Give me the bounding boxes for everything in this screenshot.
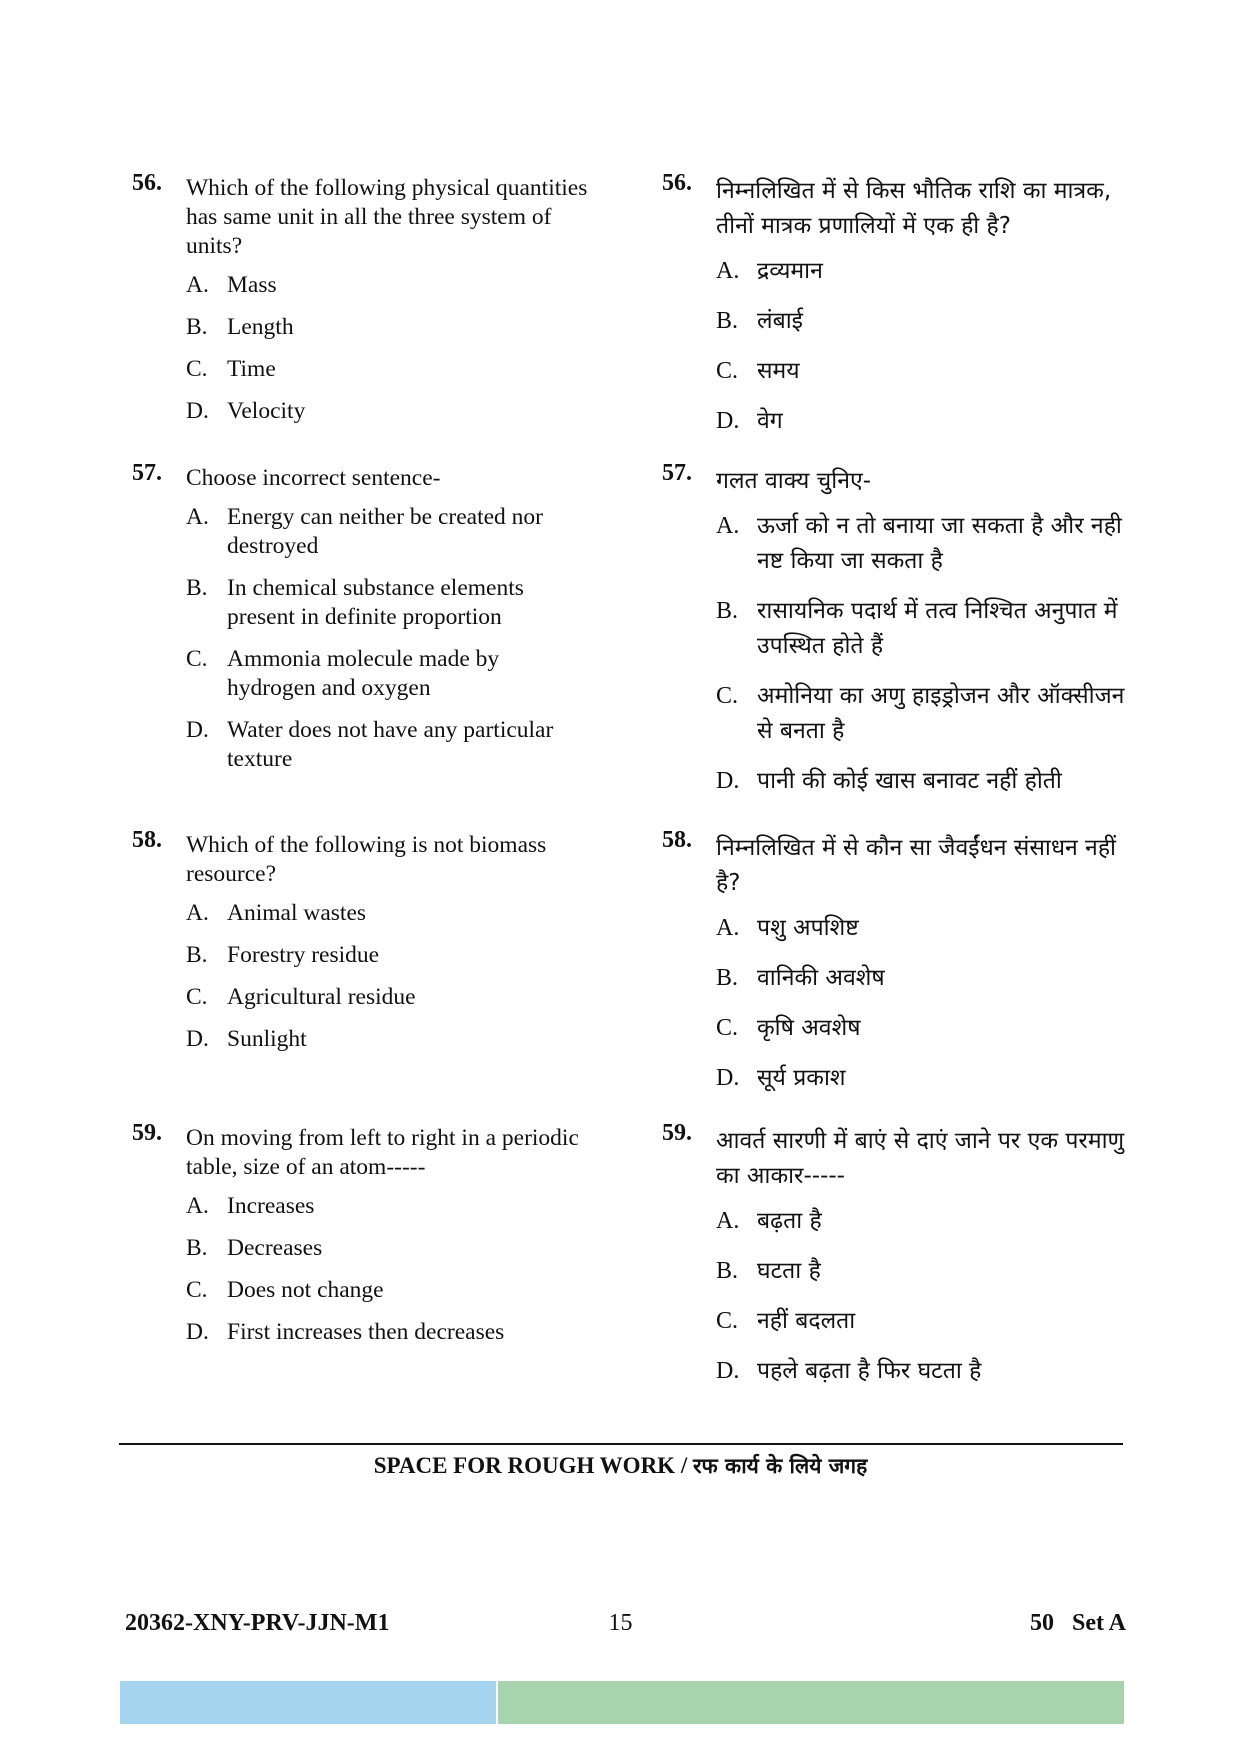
option-text: पानी की कोई खास बनावट नहीं होती	[757, 768, 1062, 794]
option-text: Water does not have any particular texture	[227, 717, 554, 772]
question-text: निम्नलिखित में से किस भौतिक राशि का मात्रक, तीनों मात्रक प्रणालियों में एक ही है?	[716, 178, 1112, 239]
booklet-code: 20362-XNY-PRV-JJN-M1	[125, 1610, 390, 1636]
options-list	[716, 254, 1132, 439]
option-letter: D.	[716, 1358, 740, 1384]
option-a	[716, 911, 1132, 946]
question-57-en	[132, 460, 592, 787]
option-d	[716, 404, 1132, 439]
option-a	[186, 899, 592, 928]
option-d	[186, 397, 592, 426]
options-list	[716, 911, 1132, 1096]
option-b	[186, 1234, 592, 1263]
option-text: In chemical substance elements present in definite proportion	[227, 575, 524, 630]
option-letter: B.	[716, 965, 739, 991]
question-text: गलत वाक्य चुनिए-	[716, 468, 872, 494]
set-label: 50 Set A	[1030, 1610, 1126, 1636]
option-d	[186, 1025, 592, 1054]
options-list	[186, 1192, 592, 1347]
option-text: समय	[757, 358, 800, 384]
rough-work-hindi: रफ कार्य के लिये जगह	[692, 1454, 868, 1478]
option-d	[716, 764, 1132, 799]
option-letter: C.	[716, 1308, 739, 1334]
option-text: ऊर्जा को न तो बनाया जा सकता है और नही नष्ट किया जा सकता है	[757, 513, 1122, 574]
option-b	[186, 313, 592, 342]
option-letter: D.	[716, 1065, 740, 1091]
option-text: बढ़ता है	[757, 1208, 822, 1234]
option-letter: A.	[186, 1193, 209, 1219]
question-text: On moving from left to right in a periodic table, size of an atom-----	[186, 1125, 579, 1180]
option-text: नहीं बदलता	[757, 1308, 856, 1334]
question-number: 56.	[662, 170, 692, 196]
option-text: Increases	[227, 1193, 315, 1219]
option-text: Sunlight	[227, 1026, 307, 1052]
option-c	[186, 355, 592, 384]
option-a	[186, 1192, 592, 1221]
question-56-hi	[662, 170, 1132, 454]
question-56-en	[132, 170, 592, 439]
question-number: 57.	[132, 460, 162, 486]
options-list	[186, 899, 592, 1054]
option-b	[716, 1254, 1132, 1289]
option-text: Mass	[227, 272, 277, 298]
question-57-hi	[662, 460, 1132, 814]
question-number: 57.	[662, 460, 692, 486]
rough-work-heading	[0, 1452, 1241, 1480]
rough-work-english: SPACE FOR ROUGH WORK /	[373, 1453, 688, 1478]
option-a	[716, 1204, 1132, 1239]
option-text: Agricultural residue	[227, 984, 416, 1010]
option-d	[186, 716, 592, 774]
option-letter: D.	[186, 1319, 209, 1345]
option-b	[186, 941, 592, 970]
option-d	[186, 1318, 592, 1347]
option-letter: B.	[186, 1235, 208, 1261]
option-text: Forestry residue	[227, 942, 380, 968]
option-text: Decreases	[227, 1235, 323, 1261]
option-a	[186, 503, 592, 561]
option-c	[716, 679, 1132, 749]
option-letter: C.	[716, 1015, 739, 1041]
option-b	[716, 594, 1132, 664]
option-a	[716, 509, 1132, 579]
option-letter: D.	[716, 768, 740, 794]
option-a	[186, 271, 592, 300]
option-text: द्रव्यमान	[757, 258, 823, 284]
option-letter: C.	[186, 356, 208, 382]
option-c	[186, 1276, 592, 1305]
option-text: First increases then decreases	[227, 1319, 505, 1345]
option-letter: C.	[186, 1277, 208, 1303]
question-text: Choose incorrect sentence-	[186, 465, 441, 491]
option-text: रासायनिक पदार्थ में तत्व निश्चित अनुपात में उपस्थित होते हैं	[757, 598, 1118, 659]
option-letter: B.	[716, 1258, 739, 1284]
question-text: Which of the following physical quantities has same unit in all the three system of units?	[186, 175, 588, 259]
question-text: आवर्त सारणी में बाएं से दाएं जाने पर एक परमाणु का आकार-----	[716, 1128, 1125, 1189]
option-letter: A.	[716, 915, 740, 941]
question-text: Which of the following is not biomass resource?	[186, 832, 547, 887]
option-b	[716, 304, 1132, 339]
option-text: Ammonia molecule made by hydrogen and oxygen	[227, 646, 500, 701]
option-letter: C.	[716, 358, 739, 384]
options-list	[716, 1204, 1132, 1389]
option-letter: A.	[186, 900, 209, 926]
page-number: 15	[608, 1610, 633, 1636]
option-letter: D.	[716, 408, 740, 434]
option-text: पहले बढ़ता है फिर घटता है	[757, 1358, 982, 1384]
option-text: Does not change	[227, 1277, 384, 1303]
option-text: Velocity	[227, 398, 306, 424]
options-list	[186, 271, 592, 426]
option-text: अमोनिया का अणु हाइड्रोजन और ऑक्सीजन से बनता है	[757, 683, 1125, 744]
option-text: वेग	[757, 408, 783, 434]
option-text: कृषि अवशेष	[757, 1015, 861, 1041]
option-b	[186, 574, 592, 632]
option-text: सूर्य प्रकाश	[757, 1065, 846, 1091]
option-letter: C.	[186, 646, 208, 672]
option-text: वानिकी अवशेष	[757, 965, 885, 991]
question-number: 59.	[132, 1120, 162, 1146]
question-number: 59.	[662, 1120, 692, 1146]
question-text: निम्नलिखित में से कौन सा जैवईंधन संसाधन नहीं है?	[716, 835, 1116, 896]
option-c	[716, 1304, 1132, 1339]
option-text: पशु अपशिष्ट	[757, 915, 859, 941]
options-list	[186, 503, 592, 774]
option-letter: A.	[716, 513, 740, 539]
question-number: 58.	[662, 827, 692, 853]
option-letter: A.	[186, 272, 209, 298]
question-number: 56.	[132, 170, 162, 196]
option-letter: B.	[186, 314, 208, 340]
option-d	[716, 1061, 1132, 1096]
option-letter: B.	[716, 598, 739, 624]
question-number: 58.	[132, 827, 162, 853]
option-text: Length	[227, 314, 294, 340]
option-text: Energy can neither be created nor destroyed	[227, 504, 543, 559]
question-59-hi	[662, 1120, 1132, 1404]
option-text: Time	[227, 356, 276, 382]
option-letter: D.	[186, 1026, 209, 1052]
option-c	[186, 645, 592, 703]
footer-color-bar-green	[498, 1681, 1124, 1724]
horizontal-divider	[119, 1443, 1123, 1445]
option-a	[716, 254, 1132, 289]
option-letter: A.	[716, 1208, 740, 1234]
option-c	[716, 1011, 1132, 1046]
option-text: Animal wastes	[227, 900, 367, 926]
option-d	[716, 1354, 1132, 1389]
option-letter: B.	[716, 308, 739, 334]
option-letter: D.	[186, 717, 209, 743]
question-58-hi	[662, 827, 1132, 1111]
option-text: लंबाई	[757, 308, 803, 334]
option-letter: C.	[716, 683, 739, 709]
option-letter: A.	[186, 504, 209, 530]
option-c	[186, 983, 592, 1012]
option-letter: B.	[186, 575, 208, 601]
option-letter: D.	[186, 398, 209, 424]
option-c	[716, 354, 1132, 389]
options-list	[716, 509, 1132, 799]
option-letter: B.	[186, 942, 208, 968]
option-letter: A.	[716, 258, 740, 284]
option-text: घटता है	[757, 1258, 821, 1284]
footer-color-bar-blue	[120, 1681, 496, 1724]
question-59-en	[132, 1120, 592, 1360]
option-b	[716, 961, 1132, 996]
option-letter: C.	[186, 984, 208, 1010]
question-58-en	[132, 827, 592, 1067]
